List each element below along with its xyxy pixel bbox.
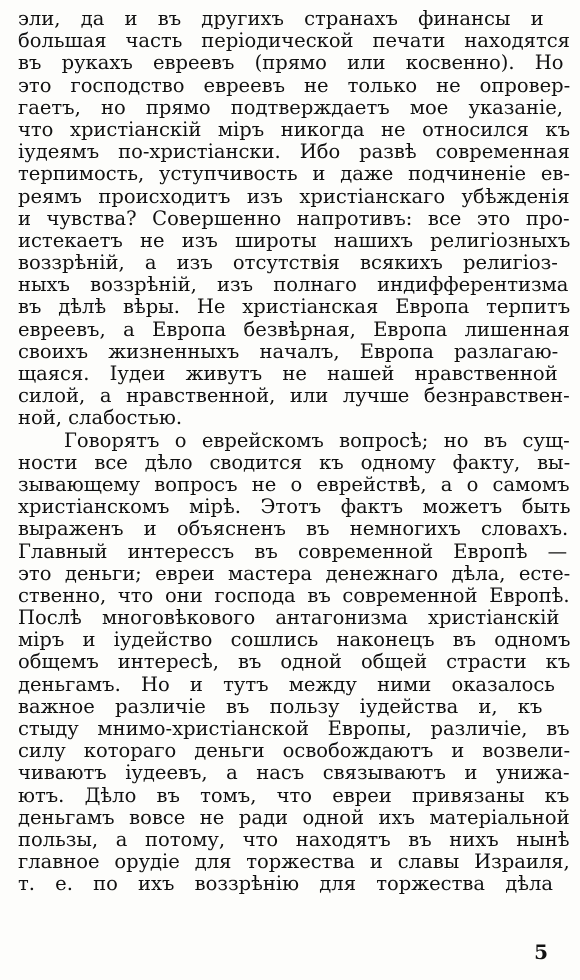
text-line: своихъ жизненныхъ началъ, Европа разлагаю- [18,340,559,363]
text-line: міръ и іудейство сошлись наконецъ въ одномъ [18,629,570,652]
text-line: деньгамъ. Но и тутъ между ними оказалось [18,673,555,696]
text-line: ныхъ воззрѣній, изъ полнаго индифферентизма [18,274,569,297]
text-line: чиваютъ іудеевъ, а насъ связываютъ и унижа- [18,762,570,785]
text-line: что христіанскій міръ никогда не относился къ [18,118,570,141]
text-line: силу котораго деньги освобождаютъ и возвели- [18,740,570,763]
text-line: т. е. по ихъ воззрѣнію для торжества дѣла [18,873,553,896]
text-line: эли, да и въ другихъ странахъ финансы и [18,8,544,30]
text-line: терпимость, уступчивость и даже подчиненіе ев- [18,163,570,186]
text-line: это господство евреевъ не только не опровер- [18,74,570,97]
body-text [18,8,570,896]
text-line: евреевъ, а Европа безвѣрная, Европа лишенная [18,318,570,341]
text-line: ютъ. Дѣло въ томъ, что евреи привязаны къ [18,784,570,807]
text-line: щаяся. Іудеи живутъ не нашей нравственной [18,363,558,385]
text-line: большая часть періодической печати находятся [18,30,570,53]
text-line: Послѣ многовѣкового антагонизма христіанскій [18,607,560,630]
text-line: Главный интерессъ въ современной Европѣ — [18,540,568,563]
text-line: ной, слабостью. [18,407,183,430]
text-line: ственно, что они господа въ современной Европѣ. [18,584,570,607]
page-number: 5 [534,940,548,964]
text-line: главное орудіе для торжества и славы Израиля, [18,851,570,874]
text-line: реямъ происходитъ изъ христіанскаго убѣжденія [18,185,570,208]
text-line: воззрѣній, а изъ отсутствія всякихъ религіоз- [18,252,558,275]
text-line: пользы, а потому, что находятъ въ нихъ нынѣ [18,828,570,851]
text-line: силой, а нравственной, или лучше безнравствен- [18,385,570,408]
text-line: ности все дѣло сводится къ одному факту, вы- [18,451,570,474]
text-line: іудеямъ по-христіански. Ибо развѣ современная [18,141,570,164]
text-line: общемъ интересѣ, въ одной общей страсти къ [18,651,570,674]
paragraph-start-line: Говорятъ о еврейскомъ вопросѣ; но въ сущ- [64,429,570,452]
text-line: это деньги; евреи мастера денежнаго дѣла, есте- [18,562,570,585]
text-line: выраженъ и объясненъ въ немногихъ словахъ. [18,518,569,541]
text-line: христіанскомъ мірѣ. Этотъ фактъ можетъ быть [18,496,570,519]
text-line: истекаетъ не изъ широты нашихъ религіозныхъ [18,229,570,252]
text-line: въ рукахъ евреевъ (прямо или косвенно). Но [18,52,564,75]
text-line: гаетъ, но прямо подтверждаетъ мое указаніе, [18,96,563,119]
text-line: въ дѣлѣ вѣры. Не христіанская Европа терпитъ [18,296,570,319]
text-line: и чувства? Совершенно напротивъ: все это про- [18,207,570,230]
text-line: зывающему вопросъ не о еврействѣ, а о самомъ [18,473,570,496]
text-line: деньгамъ вовсе не ради одной ихъ матеріальной [18,806,570,829]
text-line: стыду мнимо-христіанской Европы, различіе, въ [18,718,570,740]
text-line: важное различіе въ пользу іудейства и, къ [18,695,543,718]
